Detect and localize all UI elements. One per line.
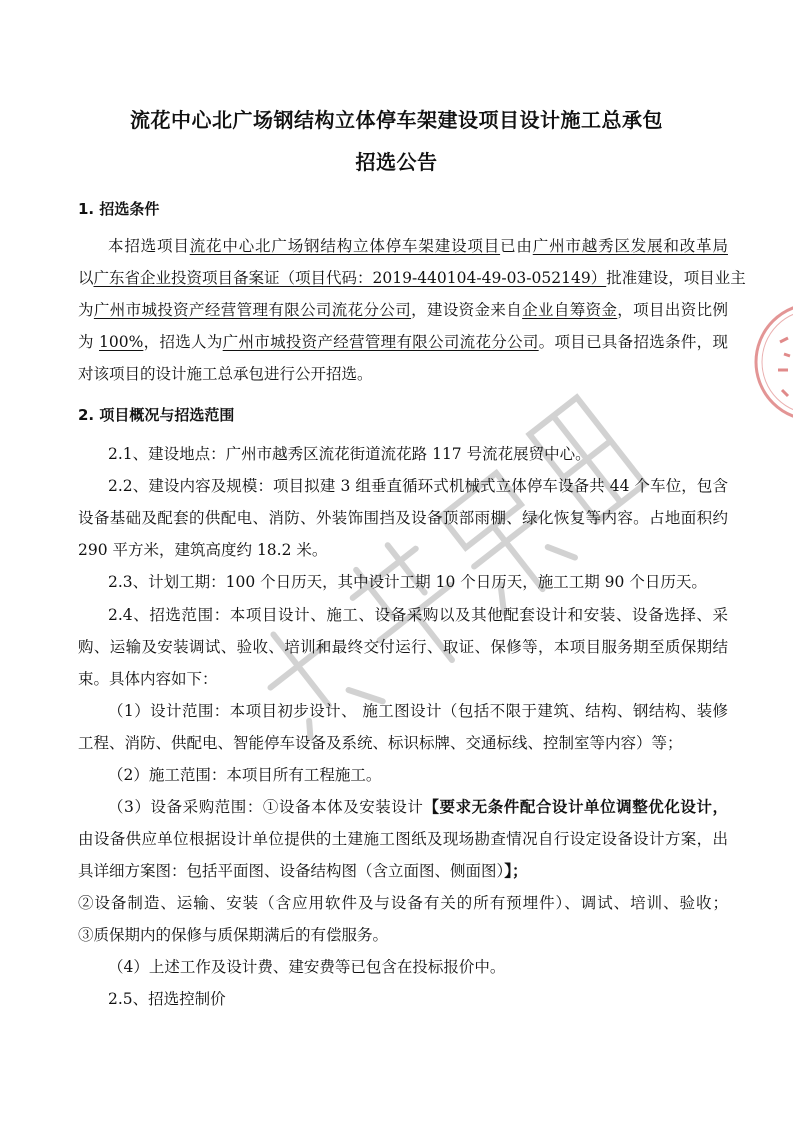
text-segment: 批准建设，项目业主 xyxy=(606,269,746,287)
para-2-4-line-1: 2.4、招选范围：本项目设计、施工、设备采购以及其他配套设计和安装、设备选择、采 xyxy=(108,606,728,624)
para-2-4-line-3: 束。具体内容如下： xyxy=(78,670,218,688)
text-segment: 为 xyxy=(78,301,94,319)
text-segment: 为 xyxy=(78,333,100,351)
text-segment: 已由 xyxy=(500,237,533,255)
official-seal-graphic xyxy=(752,290,793,440)
text-segment: （3）设备采购范围：①设备本体及安装设计 xyxy=(108,798,424,816)
text-segment: ，项目出资比例 xyxy=(617,301,728,319)
text-segment-bold: 】； xyxy=(504,861,528,880)
funding-source: 企业自筹资金 xyxy=(522,301,618,319)
item-3-line-1 xyxy=(108,797,728,817)
section-1-line-4 xyxy=(78,332,728,352)
section-1-line-3 xyxy=(78,300,728,320)
para-2-4-line-2: 购、运输及安装调试、验收、培训和最终交付运行、取证、保修等，本项目服务期至质保期结 xyxy=(78,638,728,656)
item-3-line-4: ②设备制造、运输、安装（含应用软件及与设备有关的所有预埋件）、调试、培训、验收； xyxy=(78,894,728,912)
project-owner: 广州市城投资产经营管理有限公司流花分公司 xyxy=(93,301,412,319)
text-segment: ，建设资金来自 xyxy=(411,301,523,319)
item-3-line-5: ③质保期内的保修与质保期满后的有偿服务。 xyxy=(78,926,389,944)
section-1-line-2 xyxy=(78,268,746,288)
document-title: 流花中心北广场钢结构立体停车架建设项目设计施工总承包 xyxy=(130,108,663,132)
section-1-line-5: 对该项目的设计施工总承包进行公开招选。 xyxy=(78,365,373,383)
item-3-line-2: 由设备供应单位根据设计单位提供的土建施工图纸及现场勘查情况自行设定设备设计方案，出 xyxy=(78,830,728,848)
text-segment: 以 xyxy=(78,269,94,287)
section-2-heading: 2. 项目概况与招选范围 xyxy=(78,406,235,424)
para-2-3: 2.3、计划工期：100 个日历天，其中设计工期 10 个日历天，施工工期 90 个日历天。 xyxy=(108,573,707,591)
text-segment: ，招选人为 xyxy=(143,333,223,351)
document-subtitle: 招选公告 xyxy=(355,150,438,174)
text-segment: 。项目已具备招选条件，现 xyxy=(538,333,728,351)
item-2: （2）施工范围：本项目所有工程施工。 xyxy=(108,766,382,784)
tenderer: 广州市城投资产经营管理有限公司流花分公司 xyxy=(222,333,539,351)
investment-ratio: 100% xyxy=(99,333,144,351)
text-segment: 具详细方案图：包括平面图、设备结构图（含立面图、侧面图） xyxy=(78,862,505,880)
para-2-1: 2.1、建设地点：广州市越秀区流花街道流花路 117 号流花展贸中心。 xyxy=(108,445,591,463)
text-segment-bold: 【要求无条件配合设计单位调整优化设计， xyxy=(423,797,728,816)
approval-authority: 广州市越秀区发展和改革局 xyxy=(532,237,728,255)
para-2-5: 2.5、招选控制价 xyxy=(108,990,226,1008)
section-1-heading: 1. 招选条件 xyxy=(78,200,160,218)
item-1-line-1: （1）设计范围：本项目初步设计、 施工图设计（包括不限于建筑、结构、钢结构、装修 xyxy=(108,702,728,720)
text-segment: 本招选项目 xyxy=(108,237,190,255)
item-1-line-2: 工程、消防、供配电、智能停车设备及系统、标识标牌、交通标线、控制室等内容）等； xyxy=(78,734,683,752)
item-4: （4）上述工作及设计费、建安费等已包含在投标报价中。 xyxy=(108,958,506,976)
project-code: 广东省企业投资项目备案证（项目代码：2019-440104-49-03-052149） xyxy=(93,269,607,287)
para-2-2-line-2: 设备基础及配套的供配电、消防、外装饰围挡及设备顶部雨棚、绿化恢复等内容。占地面积约 xyxy=(78,509,728,527)
section-1-line-1 xyxy=(108,236,728,256)
item-3-line-3 xyxy=(78,861,728,881)
para-2-2-line-3: 290 平方米，建筑高度约 18.2 米。 xyxy=(78,541,328,559)
project-name: 流花中心北广场钢结构立体停车架建设项目 xyxy=(189,237,501,255)
para-2-2-line-1: 2.2、建设内容及规模：项目拟建 3 组垂直循环式机械式立体停车设备共 44 个车位，包含 xyxy=(108,477,728,495)
